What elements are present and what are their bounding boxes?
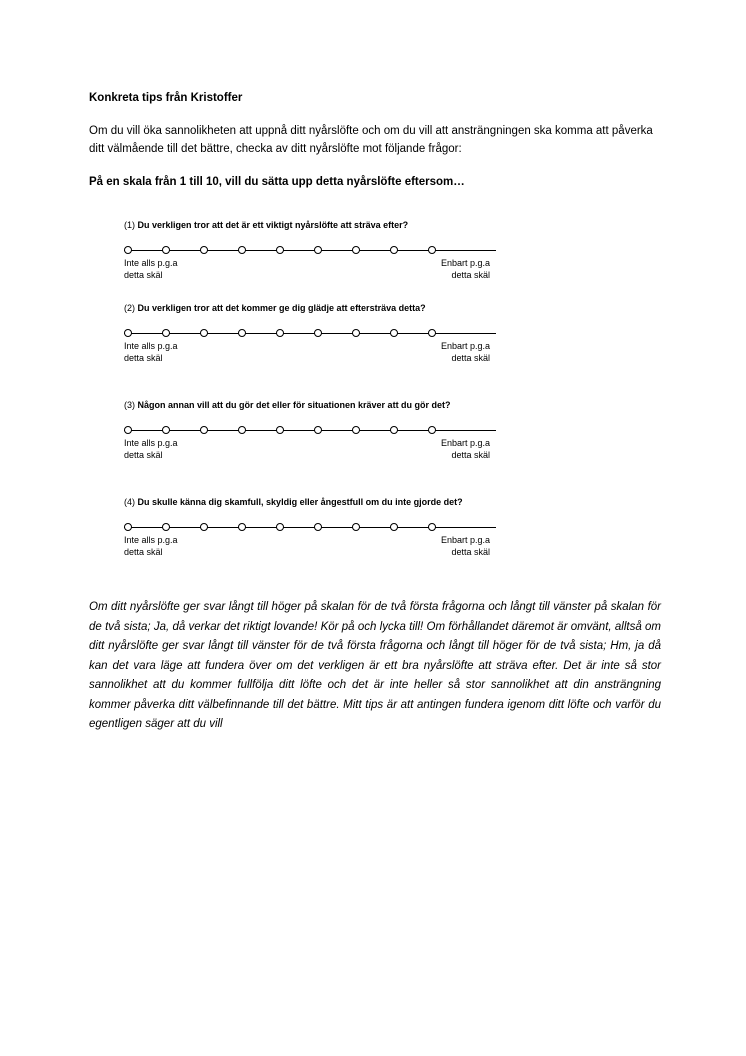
scale-option-circle[interactable]	[428, 329, 436, 337]
scale-option-circle[interactable]	[238, 426, 246, 434]
scale-option-circle[interactable]	[200, 426, 208, 434]
question-number: (3)	[124, 400, 135, 410]
question-number: (2)	[124, 303, 135, 313]
question-text	[124, 220, 524, 230]
scale-labels	[124, 437, 490, 461]
question-number: (4)	[124, 497, 135, 507]
scale-option-circle[interactable]	[276, 426, 284, 434]
question-text	[124, 303, 524, 313]
scale-option-circle[interactable]	[162, 329, 170, 337]
scale-option-circle[interactable]	[314, 329, 322, 337]
scale-label-right: Enbart p.g.a detta skäl	[440, 535, 490, 557]
scale-option-circle[interactable]	[390, 329, 398, 337]
intro-paragraph: Om du vill öka sannolikheten att uppnå ditt nyårslöfte och om du vill att ansträngningen ska komma att påverka ditt välmående till det bättre, checka av ditt nyårslöfte mot följande frågor:	[89, 125, 653, 155]
scale-option-circle[interactable]	[200, 523, 208, 531]
scale-option-circle[interactable]	[276, 523, 284, 531]
scale-option-circle[interactable]	[390, 246, 398, 254]
scale-option-circle[interactable]	[352, 329, 360, 337]
question-4	[124, 497, 524, 558]
scale-heading: På en skala från 1 till 10, vill du sätta upp detta nyårslöfte eftersom…	[89, 176, 465, 188]
question-3	[124, 400, 524, 461]
scale-option-circle[interactable]	[352, 246, 360, 254]
question-label: Du verkligen tror att det kommer ge dig glädje att eftersträva detta?	[137, 303, 426, 313]
question-text	[124, 400, 524, 410]
scale-option-circle[interactable]	[276, 246, 284, 254]
conclusion-paragraph: Om ditt nyårslöfte ger svar långt till höger på skalan för de två första frågorna och långt till vänster på skalan för de två sista; Ja, då verkar det riktigt lovande! Kör på och lycka till! Om förhållandet däremot är omvänt, alltså om ditt nyårslöfte ger svar långt till vänster för de två första frågorna och långt till höger för de två sista; Hm, ja då kan det vara läge att fundera över om det verkligen är ett bra nyårslöfte att sträva efter. Det är inte så stor sannolikhet att du kommer fullfölja ditt löfte och det är inte heller så stor sannolikhet att din ansträngning kommer påverka ditt välbefinnande till det bättre. Mitt tips är att antingen fundera igenom ditt löfte och varför du egentligen säger att du vill	[89, 601, 661, 730]
scale-label-left: Inte alls p.g.a detta skäl	[124, 341, 178, 363]
scale-line	[124, 333, 496, 334]
scale-labels	[124, 257, 490, 281]
scale-option-circle[interactable]	[162, 426, 170, 434]
scale-option-circle[interactable]	[314, 246, 322, 254]
scale-option-circle[interactable]	[352, 523, 360, 531]
scale-option-circle[interactable]	[238, 523, 246, 531]
scale-label-left: Inte alls p.g.a detta skäl	[124, 438, 178, 460]
scale-label-left: Inte alls p.g.a detta skäl	[124, 258, 178, 280]
scale-option-circle[interactable]	[390, 523, 398, 531]
scale-option-circle[interactable]	[428, 523, 436, 531]
question-label: Du skulle känna dig skamfull, skyldig eller ångestfull om du inte gjorde det?	[137, 497, 463, 507]
scale-option-circle[interactable]	[200, 329, 208, 337]
scale-option-circle[interactable]	[200, 246, 208, 254]
question-1	[124, 220, 524, 281]
scale-option-circle[interactable]	[124, 426, 132, 434]
question-text	[124, 497, 524, 507]
question-label: Någon annan vill att du gör det eller för situationen kräver att du gör det?	[137, 400, 451, 410]
scale-line	[124, 250, 496, 251]
scale-option-circle[interactable]	[390, 426, 398, 434]
scale-option-circle[interactable]	[428, 246, 436, 254]
rating-scale	[124, 327, 496, 339]
scale-option-circle[interactable]	[314, 523, 322, 531]
question-number: (1)	[124, 220, 135, 230]
scale-line	[124, 430, 496, 431]
scale-option-circle[interactable]	[124, 329, 132, 337]
scale-option-circle[interactable]	[238, 246, 246, 254]
scale-label-right: Enbart p.g.a detta skäl	[440, 341, 490, 363]
scale-option-circle[interactable]	[162, 246, 170, 254]
scale-option-circle[interactable]	[428, 426, 436, 434]
rating-scale	[124, 244, 496, 256]
scale-option-circle[interactable]	[314, 426, 322, 434]
question-2	[124, 303, 524, 364]
scale-label-left: Inte alls p.g.a detta skäl	[124, 535, 178, 557]
scale-labels	[124, 534, 490, 558]
scale-option-circle[interactable]	[162, 523, 170, 531]
scale-line	[124, 527, 496, 528]
scale-labels	[124, 340, 490, 364]
scale-option-circle[interactable]	[352, 426, 360, 434]
scale-label-right: Enbart p.g.a detta skäl	[440, 438, 490, 460]
rating-scale	[124, 424, 496, 436]
rating-scale	[124, 521, 496, 533]
question-label: Du verkligen tror att det är ett viktigt nyårslöfte att sträva efter?	[137, 220, 409, 230]
scale-option-circle[interactable]	[124, 523, 132, 531]
scale-option-circle[interactable]	[124, 246, 132, 254]
scale-label-right: Enbart p.g.a detta skäl	[440, 258, 490, 280]
section-heading: Konkreta tips från Kristoffer	[89, 92, 243, 104]
scale-option-circle[interactable]	[276, 329, 284, 337]
scale-option-circle[interactable]	[238, 329, 246, 337]
